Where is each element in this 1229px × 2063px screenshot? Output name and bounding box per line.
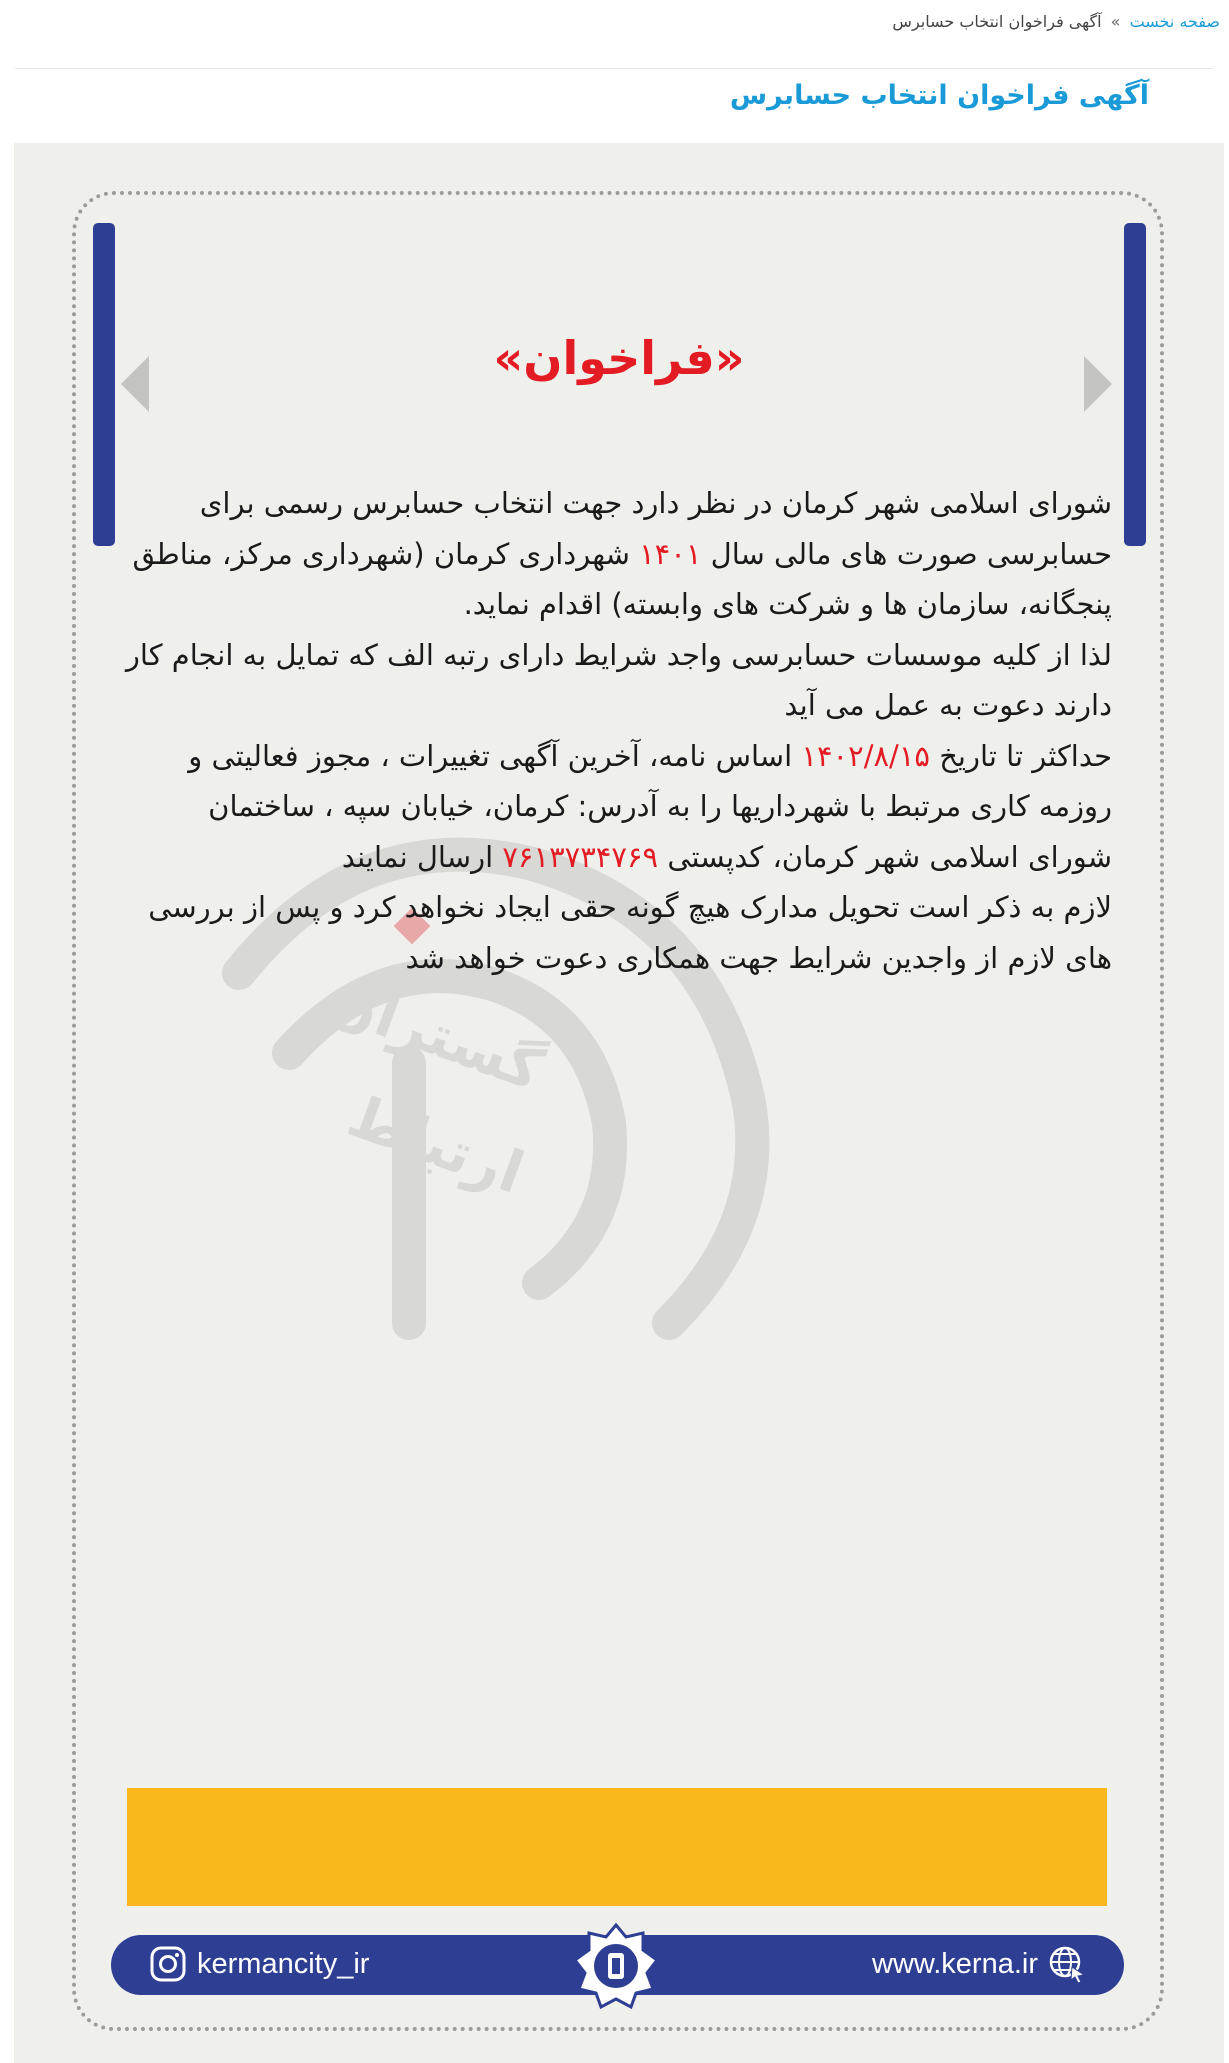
svg-text:گستران: گستران	[319, 964, 552, 1105]
paragraph-3-part-c: ارسال نمایند	[341, 839, 494, 874]
yellow-banner	[127, 1788, 1107, 1906]
fiscal-year: ۱۴۰۱	[639, 536, 702, 571]
footer-instagram	[149, 1945, 369, 1983]
globe-icon	[1048, 1945, 1086, 1983]
announcement-text	[122, 478, 1112, 983]
breadcrumb-separator: »	[1110, 12, 1121, 31]
postal-code: ۷۶۱۳۷۳۴۷۶۹	[502, 839, 659, 874]
instagram-icon	[149, 1945, 187, 1983]
paragraph-1	[122, 478, 1112, 630]
emblem-logo	[573, 1923, 659, 2009]
paragraph-3	[122, 731, 1112, 883]
poster-heading: «فراخوان»	[493, 331, 745, 385]
breadcrumb	[0, 12, 1229, 31]
footer-website	[872, 1945, 1086, 1983]
divider	[15, 68, 1214, 69]
paragraph-1-part-a: شورای اسلامی شهر کرمان در نظر دارد جهت انتخاب حسابرس رسمی برای حسابرسی صورت های مالی سال	[199, 486, 1112, 571]
paragraph-3-part-b: اساس نامه، آخرین آگهی تغییرات ، مجوز فعالیتی و روزمه کاری مرتبط با شهرداریها را به آدرس: کرمان، خیابان سپه ، ساختمان شورای اسلامی شهر کرمان، کدپستی	[188, 738, 1112, 874]
breadcrumb-current: آگهی فراخوان انتخاب حسابرس	[892, 12, 1102, 31]
poster-footer	[111, 1935, 1124, 1995]
paragraph-2: لذا از کلیه موسسات حسابرسی واجد شرایط دارای رتبه الف که تمایل به انجام کار دارند دعوت به عمل می آید	[125, 637, 1112, 722]
breadcrumb-home-link[interactable]: صفحه نخست	[1129, 12, 1220, 31]
instagram-handle: kermancity_ir	[197, 1947, 370, 1980]
announcement-poster	[14, 143, 1224, 2063]
svg-text:ارتباط: ارتباط	[339, 1081, 533, 1208]
page-title: آگهی فراخوان انتخاب حسابرس	[729, 80, 1149, 111]
paragraph-4: لازم به ذکر است تحویل مدارک هیچ گونه حقی ایجاد نخواهد کرد و پس از بررسی های لازم از واجدین شرایط جهت همکاری دعوت خواهد شد	[148, 890, 1112, 975]
paragraph-1-part-b: شهرداری کرمان (شهرداری مرکز، مناطق پنجگانه، سازمان ها و شرکت های وابسته) اقدام نماید.	[132, 536, 1112, 621]
deadline-date: ۱۴۰۲/۸/۱۵	[801, 738, 930, 773]
paragraph-3-part-a: حداکثر تا تاریخ	[939, 738, 1112, 773]
website-url: www.kerna.ir	[872, 1947, 1038, 1980]
